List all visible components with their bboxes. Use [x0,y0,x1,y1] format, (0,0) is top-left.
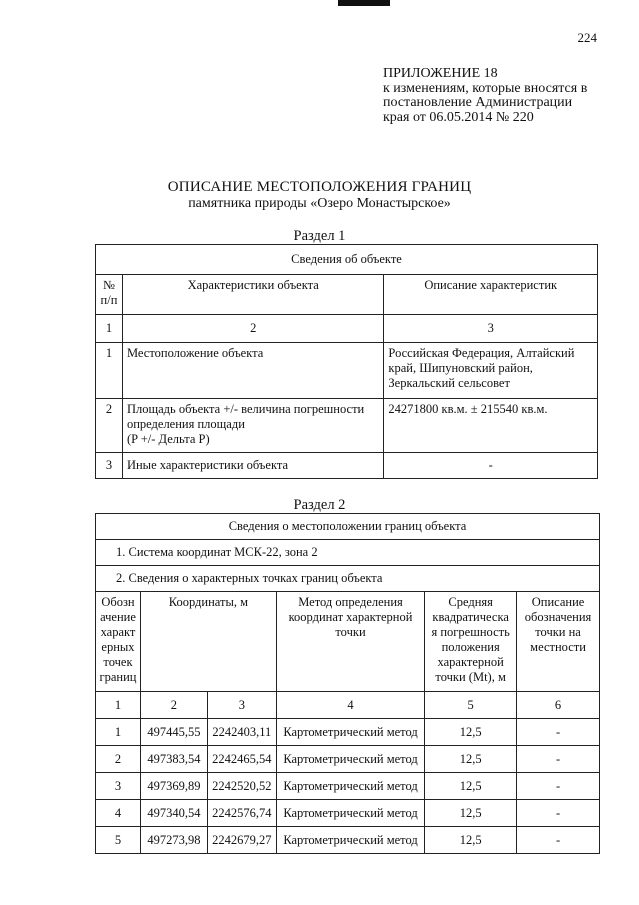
row-number: 2 [96,399,123,453]
mt-error: 12,5 [425,800,517,827]
coordinate-system: 1. Система координат МСК-22, зона 2 [96,540,600,566]
mt-error: 12,5 [425,719,517,746]
method: Картометрический метод [276,800,424,827]
characteristic-name: Площадь объекта +/- величина погрешности определения площади (P +/- Дельта P) [122,399,383,453]
mt-error: 12,5 [425,827,517,854]
section-1-heading: Раздел 1 [293,228,346,244]
coord-x: 497383,54 [140,746,207,773]
table-row [96,399,598,453]
column-header: Метод определения координат характерной точки [276,592,424,692]
characteristic-value: 24271800 кв.м. ± 215540 кв.м. [384,399,598,453]
point-description: - [517,827,600,854]
column-number: 2 [122,315,383,343]
point-description: - [517,773,600,800]
column-number: 3 [384,315,598,343]
column-header: Средняя квадратическа я погрешность положения характерной точки (Mt), м [425,592,517,692]
column-number: 6 [517,692,600,719]
appendix-block [383,67,587,125]
column-header: Описание обозначения точки на местности [517,592,600,692]
column-number: 1 [96,315,123,343]
column-number: 4 [276,692,424,719]
table-row [96,719,600,746]
mt-error: 12,5 [425,773,517,800]
appendix-line: края от 06.05.2014 № 220 [383,109,534,125]
table-row [96,827,600,854]
coord-x: 497445,55 [140,719,207,746]
characteristic-value: - [384,453,598,479]
column-header: Обозн ачение характ ерных точек границ [96,592,141,692]
table-row [96,800,600,827]
mt-error: 12,5 [425,746,517,773]
point-number: 4 [96,800,141,827]
point-number: 1 [96,719,141,746]
column-number: 2 [140,692,207,719]
column-number: 3 [207,692,276,719]
table-title: Сведения об объекте [96,245,598,275]
appendix-line: к изменениям, которые вносятся в [383,80,588,96]
point-number: 5 [96,827,141,854]
table-row [96,343,598,399]
point-number: 2 [96,746,141,773]
point-description: - [517,746,600,773]
point-description: - [517,719,600,746]
page-number: 224 [577,30,597,45]
coord-y: 2242520,52 [207,773,276,800]
document-title: ОПИСАНИЕ МЕСТОПОЛОЖЕНИЯ ГРАНИЦ [167,179,472,195]
coord-y: 2242465,54 [207,746,276,773]
coord-x: 497340,54 [140,800,207,827]
section-2-heading: Раздел 2 [293,497,346,513]
scan-edge-mark [338,0,390,6]
table-title: Сведения о местоположении границ объекта [96,514,600,540]
characteristic-name: Местоположение объекта [122,343,383,399]
coord-y: 2242576,74 [207,800,276,827]
appendix-line: постановление Администрации [383,95,573,110]
coord-y: 2242403,11 [207,719,276,746]
coord-y: 2242679,27 [207,827,276,854]
method: Картометрический метод [276,827,424,854]
column-number: 1 [96,692,141,719]
characteristic-value: Российская Федерация, Алтайский край, Шипуновский район, Зеркальский сельсовет [384,343,598,399]
table-row [96,773,600,800]
object-info-table [95,244,598,479]
point-number: 3 [96,773,141,800]
column-header: № п/п [96,275,123,315]
coord-x: 497273,98 [140,827,207,854]
column-header: Характеристики объекта [122,275,383,315]
coord-x: 497369,89 [140,773,207,800]
characteristic-name: Иные характеристики объекта [122,453,383,479]
method: Картометрический метод [276,746,424,773]
points-info-title: 2. Сведения о характерных точках границ объекта [96,566,600,592]
column-number: 5 [425,692,517,719]
table-row [96,453,598,479]
method: Картометрический метод [276,773,424,800]
row-number: 1 [96,343,123,399]
column-header: Координаты, м [140,592,276,692]
point-description: - [517,800,600,827]
boundary-points-table [95,513,600,854]
appendix-title: ПРИЛОЖЕНИЕ 18 [383,66,498,81]
method: Картометрический метод [276,719,424,746]
column-header: Описание характеристик [384,275,598,315]
document-subtitle: памятника природы «Озеро Монастырское» [188,196,451,211]
table-row [96,746,600,773]
row-number: 3 [96,453,123,479]
